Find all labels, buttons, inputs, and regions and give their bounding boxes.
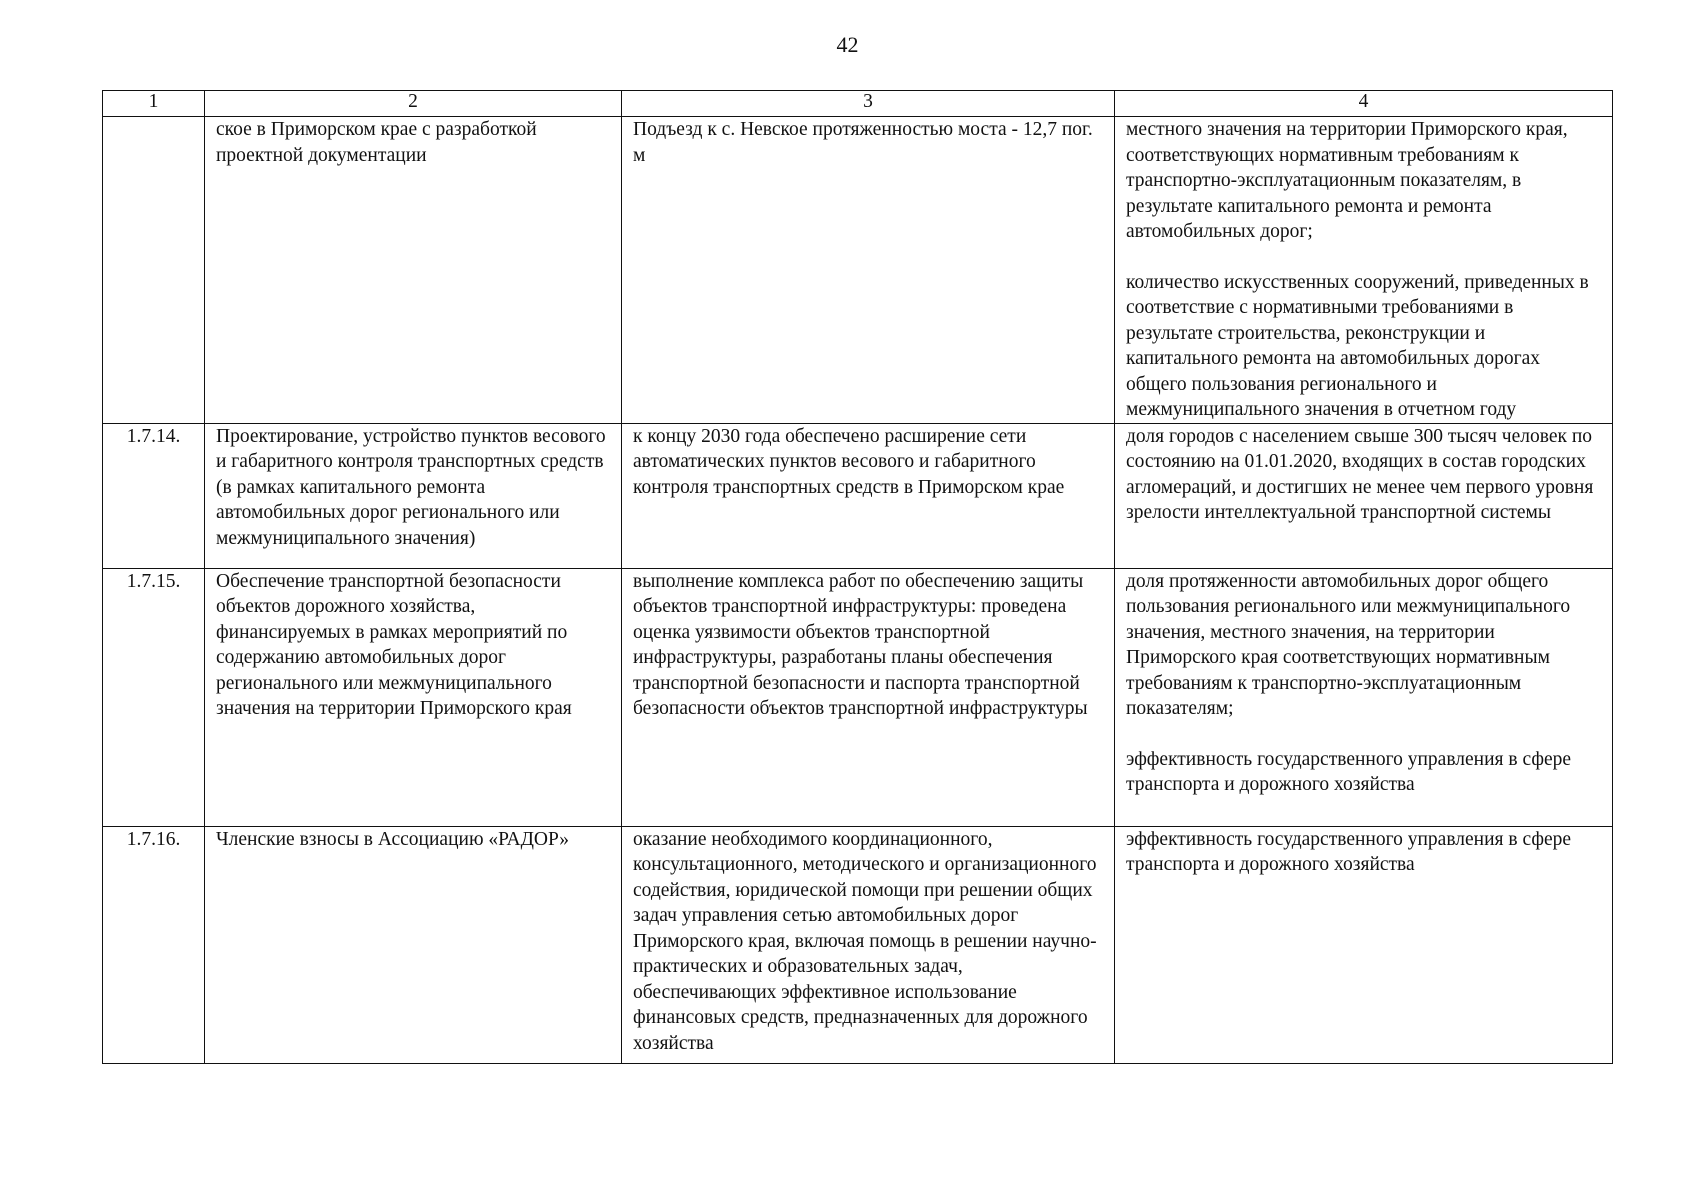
measure-name-text: Членские взносы в Ассоциацию «РАДОР» bbox=[216, 828, 570, 850]
measure-name-text: Обеспечение транспортной безопасности объектов дорожного хозяйства, финансируемых в рамках мероприятий по содержанию автомобильных дорог регионального или межмуниципального значения на территории Приморского края bbox=[216, 570, 572, 719]
indicators bbox=[1115, 117, 1613, 424]
expected-result bbox=[622, 117, 1115, 424]
indicator-text: доля протяженности автомобильных дорог общего пользования регионального или межмуниципального значения, местного значения, на территории Приморского края соответствующих нормативным требованиям к транспортно-эксплуатационным показателям; bbox=[1126, 570, 1571, 719]
column-header-2: 2 bbox=[205, 91, 622, 117]
table-row bbox=[103, 423, 1613, 568]
column-header-1: 1 bbox=[103, 91, 205, 117]
expected-result bbox=[622, 826, 1115, 1063]
expected-result-text: выполнение комплекса работ по обеспечению защиты объектов транспортной инфраструктуры: проведена оценка уязвимости объектов транспортной инфраструктуры, разработаны планы обеспечения транспортной безопасности и паспорта транспортной безопасности объектов транспортной инфраструктуры bbox=[633, 570, 1088, 719]
measure-name bbox=[205, 117, 622, 424]
table-row bbox=[103, 826, 1613, 1063]
table-header bbox=[103, 91, 1613, 117]
indicator-text: местного значения на территории Приморского края, соответствующих нормативным требованиям к транспортно-эксплуатационным показателям, в результате капитального ремонта и ремонта автомобильных дорог; bbox=[1126, 119, 1568, 242]
indicator-text: доля городов с населением свыше 300 тысяч человек по состоянию на 01.01.2020, входящих в состав городских агломераций, и достигших не менее чем первого уровня зрелости интеллектуальной транспортной системы bbox=[1126, 425, 1594, 523]
indicators bbox=[1115, 826, 1613, 1063]
measure-name bbox=[205, 568, 622, 826]
row-number: 1.7.16. bbox=[103, 826, 205, 1063]
expected-result-text: Подъезд к с. Невское протяженностью моста - 12,7 пог. м bbox=[633, 119, 1093, 166]
table-body bbox=[103, 117, 1613, 1064]
indicator-text: эффективность государственного управления в сфере транспорта и дорожного хозяйства bbox=[1126, 828, 1572, 875]
indicators bbox=[1115, 423, 1613, 568]
expected-result-text: к концу 2030 года обеспечено расширение сети автоматических пунктов весового и габаритного контроля транспортных средств в Приморском крае bbox=[633, 425, 1065, 498]
measure-name bbox=[205, 423, 622, 568]
column-header-3: 3 bbox=[622, 91, 1115, 117]
indicator-text: количество искусственных сооружений, приведенных в соответствие с нормативными требованиями в результате строительства, реконструкции и капитального ремонта на автомобильных дорогах общего пользования регионального и межмуниципального значения в отчетном году bbox=[1126, 271, 1589, 420]
expected-result-text: оказание необходимого координационного, консультационного, методического и организационного содействия, юридической помощи при решении общих задач управления сетью автомобильных дорог Приморского края, включая помощь в решении научно-практических и образовательных задач, обеспечивающих эффективное использование финансовых средств, предназначенных для дорожного хозяйства bbox=[633, 828, 1097, 1054]
indicators bbox=[1115, 568, 1613, 826]
expected-result bbox=[622, 423, 1115, 568]
expected-result bbox=[622, 568, 1115, 826]
page-number: 42 bbox=[836, 32, 859, 57]
indicator-text: эффективность государственного управления в сфере транспорта и дорожного хозяйства bbox=[1126, 748, 1572, 795]
measures-table bbox=[102, 90, 1613, 1064]
row-number: 1.7.15. bbox=[103, 568, 205, 826]
table-row bbox=[103, 117, 1613, 424]
row-number bbox=[103, 117, 205, 424]
measure-name bbox=[205, 826, 622, 1063]
row-number: 1.7.14. bbox=[103, 423, 205, 568]
column-header-4: 4 bbox=[1115, 91, 1613, 117]
measure-name-text: Проектирование, устройство пунктов весового и габаритного контроля транспортных средств (в рамках капитального ремонта автомобильных дорог регионального или межмуниципального значения) bbox=[216, 425, 606, 549]
header-row bbox=[103, 91, 1613, 117]
table-row bbox=[103, 568, 1613, 826]
measure-name-text: ское в Приморском крае с разработкой проектной документации bbox=[216, 119, 537, 166]
